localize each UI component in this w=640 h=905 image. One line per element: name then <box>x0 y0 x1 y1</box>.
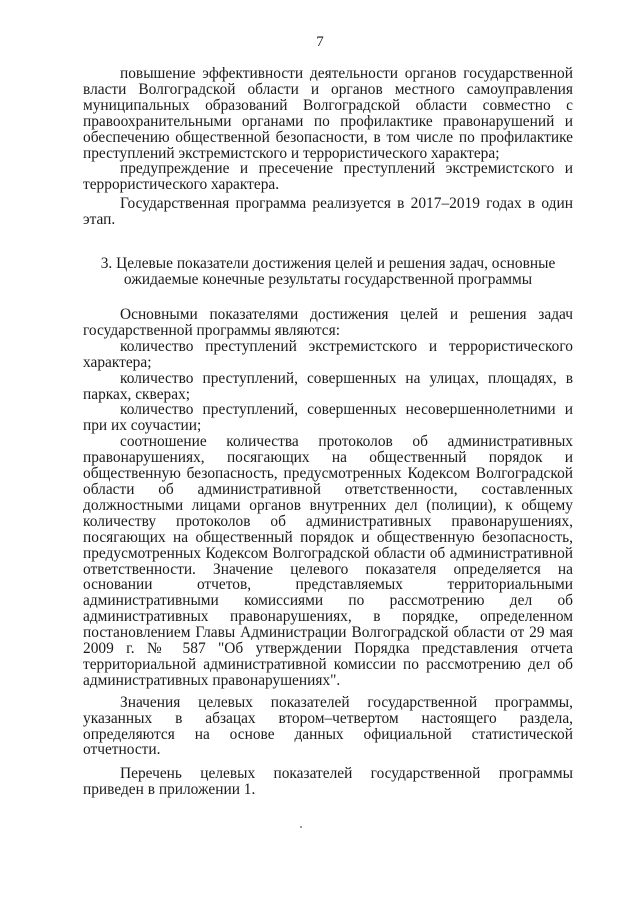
goals-list <box>83 66 573 228</box>
scan-speck <box>300 826 302 828</box>
section-heading-line-1: 3. Целевые показатели достижения целей и решения задач, основные <box>100 255 556 272</box>
indicator-extremism: количество преступлений экстремистского и террористического характера; <box>83 337 573 371</box>
indicators-intro: Основными показателями достижения целей и решения задач государственной программы являются: <box>83 306 573 339</box>
indicator-street-crimes: количество преступлений, совершенных на улицах, площадях, в парках, скверах; <box>83 369 573 403</box>
section-heading <box>83 256 573 288</box>
goal-item-efficiency: повышение эффективности деятельности органов государственной власти Волгоградской области и органов местного самоуправления муниципальных образований Волгоградской области совместно с правоохранительными органами по профилактике правонарушений и обеспечению общественной безопасности, в том числе по профилактике преступлений экстремистского и террористического характера; <box>83 65 573 162</box>
indicators-appendix-reference: Перечень целевых показателей государственной программы приведен в приложении 1. <box>83 765 573 799</box>
indicators-section <box>83 307 573 798</box>
indicator-protocols-ratio: соотношение количества протоколов об административных правонарушениях, посягающих на общественный порядок и общественную безопасность, предусмотренных Кодексом Волгоградской области об административной ответственности, составленных должностными лицами органов внутренних дел (полиции), к общему количеству протоколов об административных правонарушениях, посягающих на общественный порядок и общественную безопасность, предусмотренных Кодексом Волгоградской области об административной ответственности. Значение целевого показателя определяется на основании отчетов, представляемых территориальными административными комиссиями по рассмотрению дел об административных правонарушениях, в порядке, определенном постановлением Главы Администрации Волгоградской области от 29 мая 2009 г. № 587 "Об утверждении Порядка представления отчета территориальной административной комиссии по рассмотрению дел об административных правонарушениях". <box>83 433 573 689</box>
section-heading-line-2: ожидаемые конечные результаты государственной программы <box>123 271 533 288</box>
indicator-juvenile-crimes: количество преступлений, совершенных несовершеннолетними и при их соучастии; <box>83 401 573 435</box>
page-number: 7 <box>316 34 324 50</box>
indicator-values-source: Значения целевых показателей государственной программы, указанных в абзацах втором–четвертом настоящего раздела, определяются на основе данных официальной статистической отчетности. <box>83 693 573 759</box>
program-term-paragraph: Государственная программа реализуется в 2017–2019 годах в один этап. <box>83 195 573 229</box>
goal-item-prevention: предупреждение и пресечение преступлений экстремистского и террористического характера. <box>83 160 573 194</box>
